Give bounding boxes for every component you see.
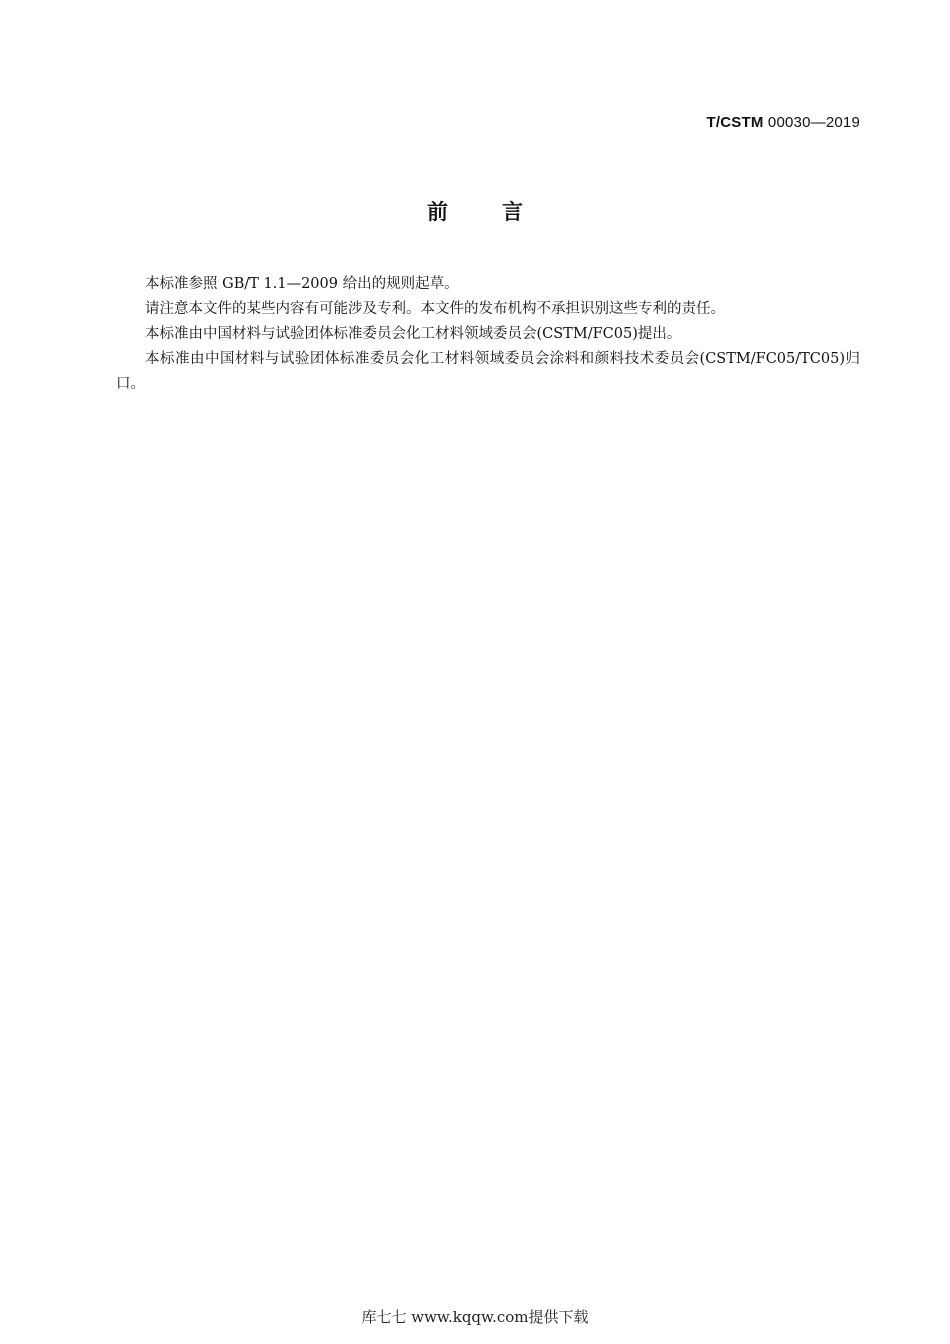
preface-body [116,272,860,397]
document-code [707,114,861,131]
page-title-char-2: 言 [502,200,523,224]
download-footer: 库七七 www.kqqw.com提供下载 [361,1308,589,1326]
document-code-number: 00030—2019 [767,114,860,131]
preface-paragraph-2: 请注意本文件的某些内容有可能涉及专利。本文件的发布机构不承担识别这些专利的责任。 [145,301,725,317]
preface-paragraph-1: 本标准参照 GB/T 1.1—2009 给出的规则起草。 [145,276,459,292]
preface-paragraph-4: 本标准由中国材料与试验团体标准委员会化工材料领域委员会涂料和颜料技术委员会(CSTM/FC05/TC05)归口。 [116,351,860,392]
page-title-char-1: 前 [427,200,448,224]
preface-paragraph-3: 本标准由中国材料与试验团体标准委员会化工材料领域委员会(CSTM/FC05)提出。 [145,326,682,342]
document-code-prefix: T/CSTM [706,114,764,131]
page-title [0,196,950,226]
